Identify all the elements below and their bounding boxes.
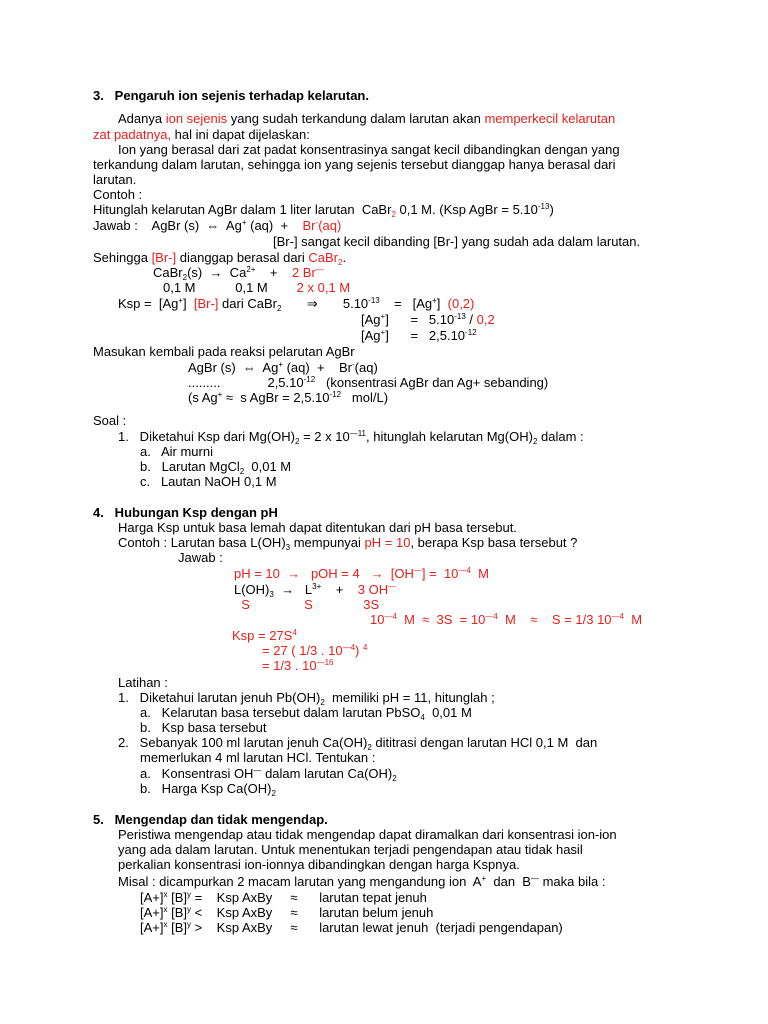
section-5-title: 5. Mengendap dan tidak mengendap. (93, 812, 328, 827)
equation-line: [Ag+] = $2,5.10^{-12}$ (361, 328, 477, 343)
equation-line: CaBr$_2$(s) → $Ca^{2+}$ + 2 Br— (153, 265, 324, 282)
paragraph-line: Adanya ion sejenis yang sudah terkandung dalam larutan akan memperkecil kelarutan (118, 111, 616, 126)
paragraph-line: zat padatnya, hal ini dapat dijelaskan: (93, 127, 310, 142)
exercise-subitem: b. Ksp basa tersebut (140, 720, 267, 735)
answer-label: Jawab : (178, 550, 223, 565)
paragraph-line: yang ada dalam larutan. Untuk menentukan terjadi pengendapan atau tidak hasil (118, 842, 583, 857)
example-label: Contoh : (93, 187, 143, 202)
equation-line: 0,1 M 0,1 M 2 x 0,1 M (163, 280, 351, 295)
equation-line: = 1/3 . $10^{—16}$ (262, 658, 334, 673)
exercise-item: memerlukan 4 ml larutan HCl. Tentukan : (140, 750, 376, 765)
paragraph-line: Peristiwa mengendap atau tidak mengendap dapat diramalkan dari konsentrasi ion-ion (118, 827, 617, 842)
equation-line: pH = 10 → pOH = $4 \to [OH^—] = 10^{—4}$ M (234, 566, 489, 581)
exercise-label: Latihan : (118, 675, 168, 690)
exercise-subitem: a. Kelarutan basa tersebut dalam larutan PbSO$_4$ 0,01 M (140, 705, 472, 722)
note-line: [Br-] sangat kecil dibanding [Br-] yang sudah ada dalam larutan. (273, 234, 641, 249)
exercise-label: Soal : (93, 413, 127, 428)
equation-line: Ksp = $27S^4$ (232, 628, 297, 643)
equation-line: $L(OH)_3 \to L^{3+}$ + 3 OH— (234, 582, 397, 599)
section-3-title: 3. Pengaruh ion sejenis terhadap kelarutan. (93, 88, 369, 103)
paragraph-line: Contoh : Larutan basa $L(OH)_3$ mempunyai pH = 10, berapa Ksp basa tersebut ? (118, 535, 578, 552)
paragraph-line: Masukan kembali pada reaksi pelarutan AgBr (93, 344, 355, 359)
equation-line: [Ag+] = $5.10^{-13} / 0,2$ (361, 312, 495, 327)
equation-line: AgBr (s) ⇔ Ag+ (aq) + Br-(aq) (188, 360, 378, 375)
condition-row: $[A+]^x$ $[B]^y$ = Ksp AxBy ≈ larutan tepat jenuh (140, 890, 427, 905)
answer-line: Jawab : AgBr (s) ⇔ Ag+ (aq) + Br-(aq) (93, 218, 342, 233)
paragraph-line: terkandung dalam larutan, sehingga ion yang sejenis tersebut dianggap hanya berasal dari (93, 157, 616, 172)
paragraph-line: Ion yang berasal dari zat padat konsentrasinya sangat kecil dibandingkan dengan yang (118, 142, 620, 157)
therefore-line: Sehingga [Br-] dianggap berasal dari CaBr$_2$. (93, 250, 347, 267)
equation-line: S S 3S (234, 597, 380, 612)
paragraph-line: Misal : dicampurkan 2 macam larutan yang mengandung ion A+ dan B— maka bila : (118, 874, 606, 889)
section-4-title: 4. Hubungan Ksp dengan pH (93, 505, 278, 520)
condition-row: $[A+]^x$ $[B]^y$ < Ksp AxBy ≈ larutan belum jenuh (140, 905, 434, 920)
equation-line: = 27 ( 1/3 . $10^{—4}$) $^4$ (262, 643, 368, 658)
exercise-subitem: a. Air murni (140, 444, 213, 459)
equation-line: (s Ag+ ≈ s AgBr = $2,5.10^{-12}$ mol/L) (188, 390, 389, 405)
paragraph-line: perkalian konsentrasi ion-ionnya dibandingkan dengan harga Kspnya. (118, 857, 520, 872)
exercise-item: 1. Diketahui larutan jenuh $Pb(OH)_2$ memiliki pH = 11, hitunglah ; (118, 690, 495, 707)
equation-line: Ksp = [Ag+] [Br-] dari CaBr$_2$ ⇒ $5.10^{-13}$ = [Ag+] (0,2) (118, 296, 475, 313)
condition-row: $[A+]^x$ $[B]^y$ > Ksp AxBy ≈ larutan lewat jenuh (terjadi pengendapan) (140, 920, 563, 935)
equation-line: $10^{—4}$ $M \approx 3S = 10^{—4}$ M ≈ S = 1/3 $10^{—4}$ M (370, 612, 643, 627)
exercise-subitem: b. Harga Ksp $Ca(OH)_2$ (140, 781, 276, 798)
paragraph-line: Harga Ksp untuk basa lemah dapat ditentukan dari pH basa tersebut. (118, 520, 517, 535)
exercise-subitem: c. Lautan NaOH 0,1 M (140, 474, 277, 489)
equation-line: ......... $2,5.10^{-12}$ (konsentrasi AgBr dan Ag+ sebanding) (188, 375, 549, 390)
exercise-item: 1. Diketahui Ksp dari $Mg(OH)_2 = 2$ x $10^{—11}$, hitunglah kelarutan $Mg(OH)_2$ dalam : (118, 429, 584, 446)
exercise-item: 2. Sebanyak 100 ml larutan jenuh $Ca(OH)_2$ dititrasi dengan larutan HCl 0,1 M dan (118, 735, 598, 752)
question-line: Hitunglah kelarutan AgBr dalam 1 liter larutan CaBr$_2$ 0,1 M. (Ksp AgBr = $5.10^{-13}$) (93, 202, 554, 219)
paragraph-line: larutan. (93, 172, 137, 187)
exercise-subitem: b. Larutan MgCl$_2$ 0,01 M (140, 459, 292, 476)
exercise-subitem: a. Konsentrasi OH— dalam larutan $Ca(OH)_2$ (140, 766, 397, 783)
